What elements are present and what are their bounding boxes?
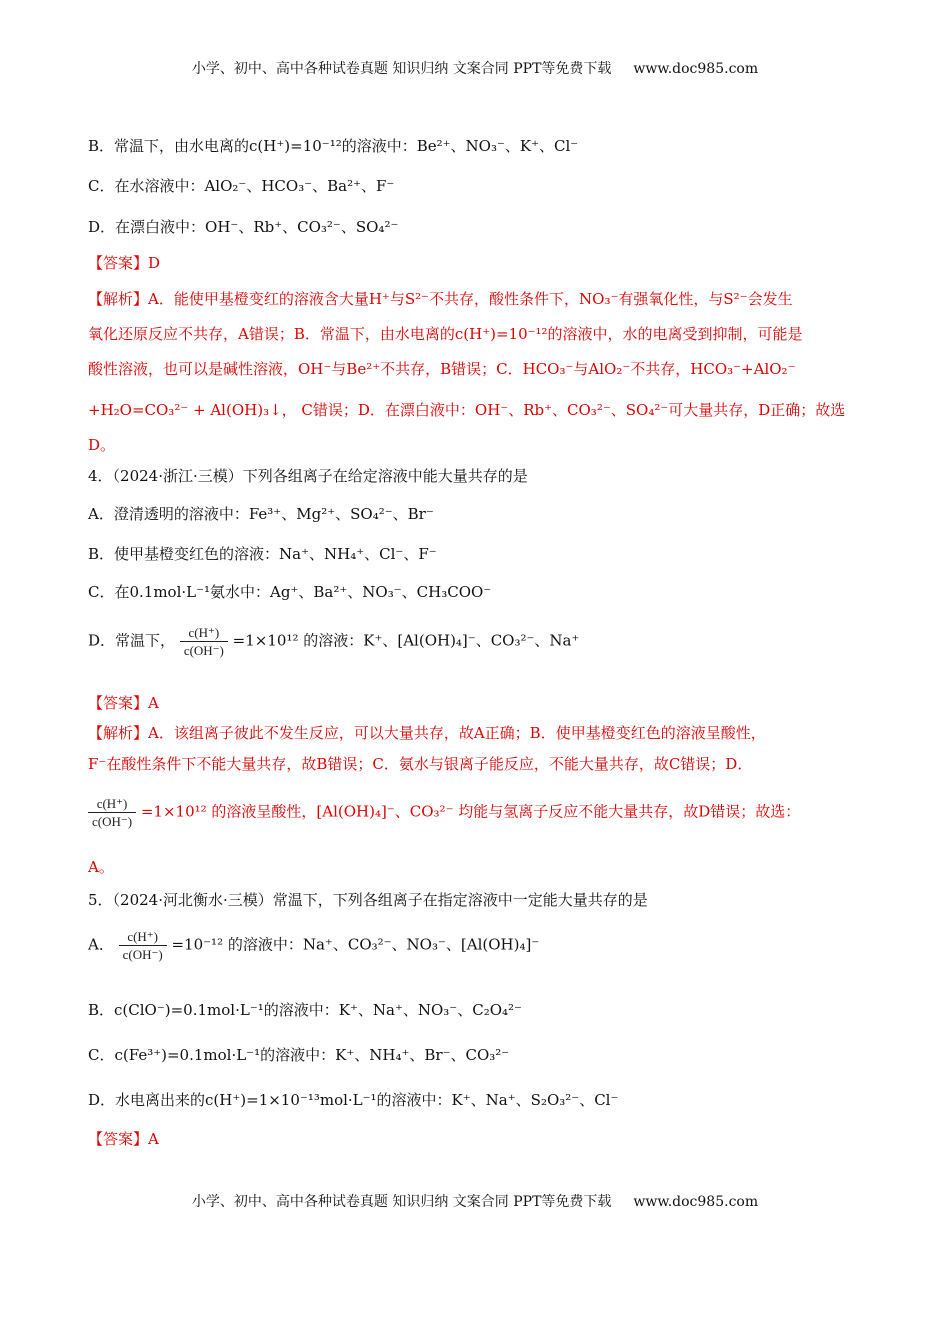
q3-analysis-line-4: +H₂O=CO₃²⁻ + Al(OH)₃↓， C错误；D．在漂白液中：OH⁻、Rb⁺、CO₃²⁻、SO₄²⁻可大量共存，D正确；故选 (88, 401, 846, 419)
q3-analysis-line-1: 【解析】A．能使甲基橙变红的溶液含大量H⁺与S²⁻不共存，酸性条件下，NO₃⁻有强氧化性，与S²⁻会发生 (88, 290, 793, 308)
q5-option-d: D．水电离出来的c(H⁺)=1×10⁻¹³mol·L⁻¹的溶液中：K⁺、Na⁺、S₂O₃²⁻、Cl⁻ (88, 1091, 619, 1109)
q4-option-b: B．使甲基橙变红色的溶液：Na⁺、NH₄⁺、Cl⁻、F⁻ (88, 545, 437, 563)
footer-text: 小学、初中、高中各种试卷真题 知识归纳 文案合同 PPT等免费下载 (191, 1194, 612, 1210)
q4-analysis-numerator: c(H⁺) (88, 795, 136, 813)
q5-option-a (88, 928, 890, 963)
header-text: 小学、初中、高中各种试卷真题 知识归纳 文案合同 PPT等免费下载 (191, 61, 612, 77)
q5-a-fraction (119, 928, 167, 963)
q3-analysis-line-5: D。 (88, 436, 116, 454)
q5-a-suffix: =10⁻¹² 的溶液中：Na⁺、CO₃²⁻、NO₃⁻、[Al(OH)₄]⁻ (171, 935, 540, 954)
q4-d-suffix: =1×10¹² 的溶液：K⁺、[Al(OH)₄]⁻、CO₃²⁻、Na⁺ (232, 631, 580, 650)
q3-option-c: C．在水溶液中：AlO₂⁻、HCO₃⁻、Ba²⁺、F⁻ (88, 177, 395, 195)
q4-d-denominator: c(OH⁻) (183, 643, 224, 658)
q4-d-prefix: D．常温下， (88, 631, 176, 650)
q4-analysis-fraction (88, 795, 136, 830)
page-footer (0, 1191, 950, 1211)
footer-url[interactable]: www.doc985.com (633, 1194, 759, 1210)
q4-analysis-line-3 (88, 795, 890, 830)
q4-analysis-line-2: F⁻在酸性条件下不能大量共存，故B错误；C．氨水与银离子能反应，不能大量共存，故C错误；D． (88, 755, 753, 773)
q4-d-fraction (180, 624, 228, 659)
header-url[interactable]: www.doc985.com (633, 61, 759, 77)
page-header (0, 58, 950, 78)
q4-analysis-line-3-text: =1×10¹² 的溶液呈酸性，[Al(OH)₄]⁻、CO₃²⁻ 均能与氢离子反应不能大量共存，故D错误；故选： (140, 802, 801, 821)
q4-analysis-line-1: 【解析】A．该组离子彼此不发生反应，可以大量共存，故A正确；B．使甲基橙变红色的溶液呈酸性， (88, 724, 766, 742)
q4-option-a: A．澄清透明的溶液中：Fe³⁺、Mg²⁺、SO₄²⁻、Br⁻ (88, 505, 434, 523)
q5-option-b: B．c(ClO⁻)=0.1mol·L⁻¹的溶液中：K⁺、Na⁺、NO₃⁻、C₂O₄²⁻ (88, 1001, 522, 1019)
q3-analysis-line-3: 酸性溶液，也可以是碱性溶液，OH⁻与Be²⁺不共存，B错误；C．HCO₃⁻与AlO₂⁻不共存，HCO₃⁻+AlO₂⁻ (88, 360, 796, 378)
q5-answer: 【答案】A (88, 1130, 159, 1148)
q4-option-c: C．在0.1mol·L⁻¹氨水中：Ag⁺、Ba²⁺、NO₃⁻、CH₃COO⁻ (88, 583, 492, 601)
q3-option-b: B．常温下，由水电离的c(H⁺)=10⁻¹²的溶液中：Be²⁺、NO₃⁻、K⁺、Cl⁻ (88, 137, 579, 155)
q3-analysis-line-2: 氧化还原反应不共存，A错误；B．常温下，由水电离的c(H⁺)=10⁻¹²的溶液中，水的电离受到抑制，可能是 (88, 325, 803, 343)
q4-d-numerator: c(H⁺) (180, 624, 228, 642)
q5-option-c: C．c(Fe³⁺)=0.1mol·L⁻¹的溶液中：K⁺、NH₄⁺、Br⁻、CO₃²⁻ (88, 1046, 510, 1064)
q5-stem: 5．（2024·河北衡水·三模）常温下，下列各组离子在指定溶液中一定能大量共存的是 (88, 891, 648, 909)
q4-option-d (88, 624, 890, 659)
q4-stem: 4．（2024·浙江·三模）下列各组离子在给定溶液中能大量共存的是 (88, 467, 528, 485)
q4-analysis-denominator: c(OH⁻) (92, 814, 133, 829)
q4-analysis-line-4: A。 (88, 858, 114, 876)
q3-answer: 【答案】D (88, 254, 161, 272)
q5-a-denominator: c(OH⁻) (122, 947, 163, 962)
q5-a-numerator: c(H⁺) (119, 928, 167, 946)
q5-a-prefix: A． (88, 935, 114, 954)
q3-option-d: D．在漂白液中：OH⁻、Rb⁺、CO₃²⁻、SO₄²⁻ (88, 218, 399, 236)
q4-answer: 【答案】A (88, 694, 159, 712)
